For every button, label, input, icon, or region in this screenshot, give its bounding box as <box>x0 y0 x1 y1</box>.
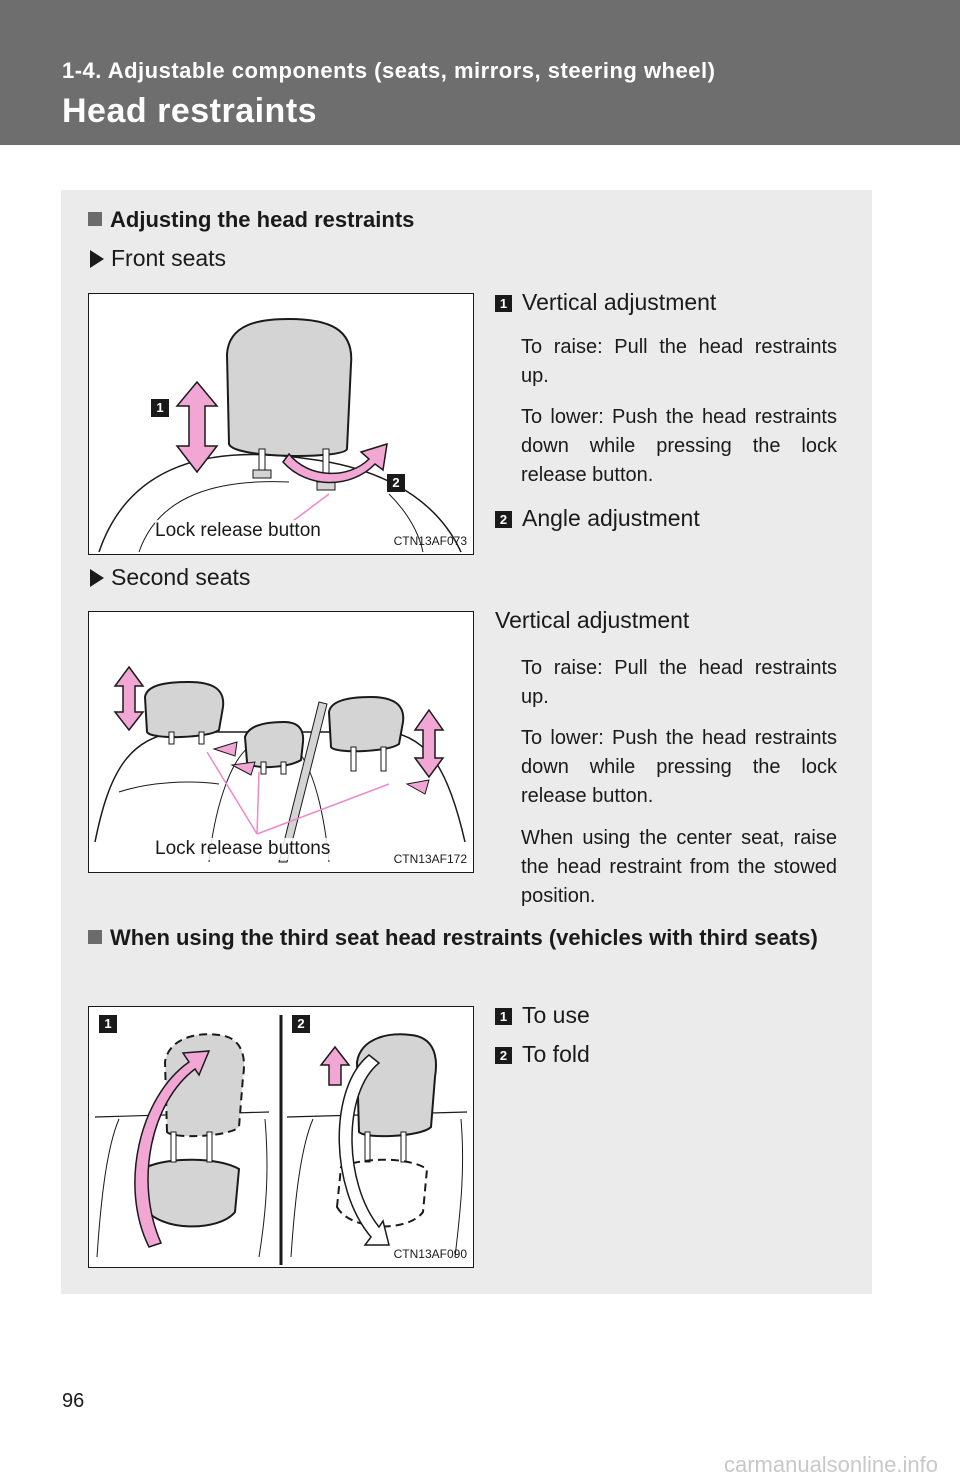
watermark: carmanualsonline.info <box>723 1452 938 1477</box>
center-seat-instruction: When using the center seat, raise the head restraint from the stowed position. <box>521 827 837 907</box>
front-seats-label: Front seats <box>90 244 226 272</box>
adjusting-heading: Adjusting the head restraints <box>88 203 414 237</box>
figure-badge-1: 1 <box>99 1015 117 1033</box>
badge-2: 2 <box>495 1047 512 1064</box>
lower-instruction: To lower: Push the head restraints down while pressing the lock release button. <box>521 406 837 486</box>
page-number: 96 <box>62 1390 85 1412</box>
square-bullet-icon <box>88 930 102 944</box>
page-header <box>0 0 960 145</box>
raise-instruction: To raise: Pull the head restraints up. <box>521 336 837 387</box>
second-raise-instruction: To raise: Pull the head restraints up. <box>521 657 837 708</box>
third-seat-figure <box>88 1006 474 1268</box>
second-seat-illustration <box>89 612 473 872</box>
figure-badge-2: 2 <box>292 1015 310 1033</box>
front-seat-illustration <box>89 294 473 554</box>
front-seat-figure <box>88 293 474 555</box>
section-label: 1-4. Adjustable components (seats, mirrors, steering wheel) <box>62 58 716 83</box>
third-seat-heading: When using the third seat head restraints (vehicles with third seats) <box>88 921 866 955</box>
arrow-right-icon <box>90 250 104 268</box>
lock-release-callout: Lock release button <box>155 520 321 541</box>
third-seat-illustration <box>89 1007 473 1267</box>
second-vertical-adjustment: Vertical adjustment <box>495 607 690 633</box>
figure-code: CTN13AF172 <box>393 852 467 866</box>
second-seat-figure <box>88 611 474 873</box>
badge-1: 1 <box>495 1008 512 1025</box>
badge-2: 2 <box>495 511 512 528</box>
item-vertical-adjustment: 1 Vertical adjustment <box>495 288 716 316</box>
figure-badge-1: 1 <box>151 399 169 417</box>
second-lower-instruction: To lower: Push the head restraints down while pressing the lock release button. <box>521 727 837 807</box>
second-seats-label: Second seats <box>90 563 250 591</box>
figure-code: CTN13AF073 <box>393 534 467 548</box>
lock-release-buttons-callout: Lock release buttons <box>155 838 331 859</box>
page-title: Head restraints <box>62 92 318 130</box>
badge-1: 1 <box>495 295 512 312</box>
square-bullet-icon <box>88 212 102 226</box>
item-to-fold: 2 To fold <box>495 1040 590 1068</box>
figure-code: CTN13AF090 <box>393 1247 467 1261</box>
figure-badge-2: 2 <box>387 474 405 492</box>
item-to-use: 1 To use <box>495 1001 590 1029</box>
arrow-right-icon <box>90 569 104 587</box>
item-angle-adjustment: 2 Angle adjustment <box>495 504 700 532</box>
